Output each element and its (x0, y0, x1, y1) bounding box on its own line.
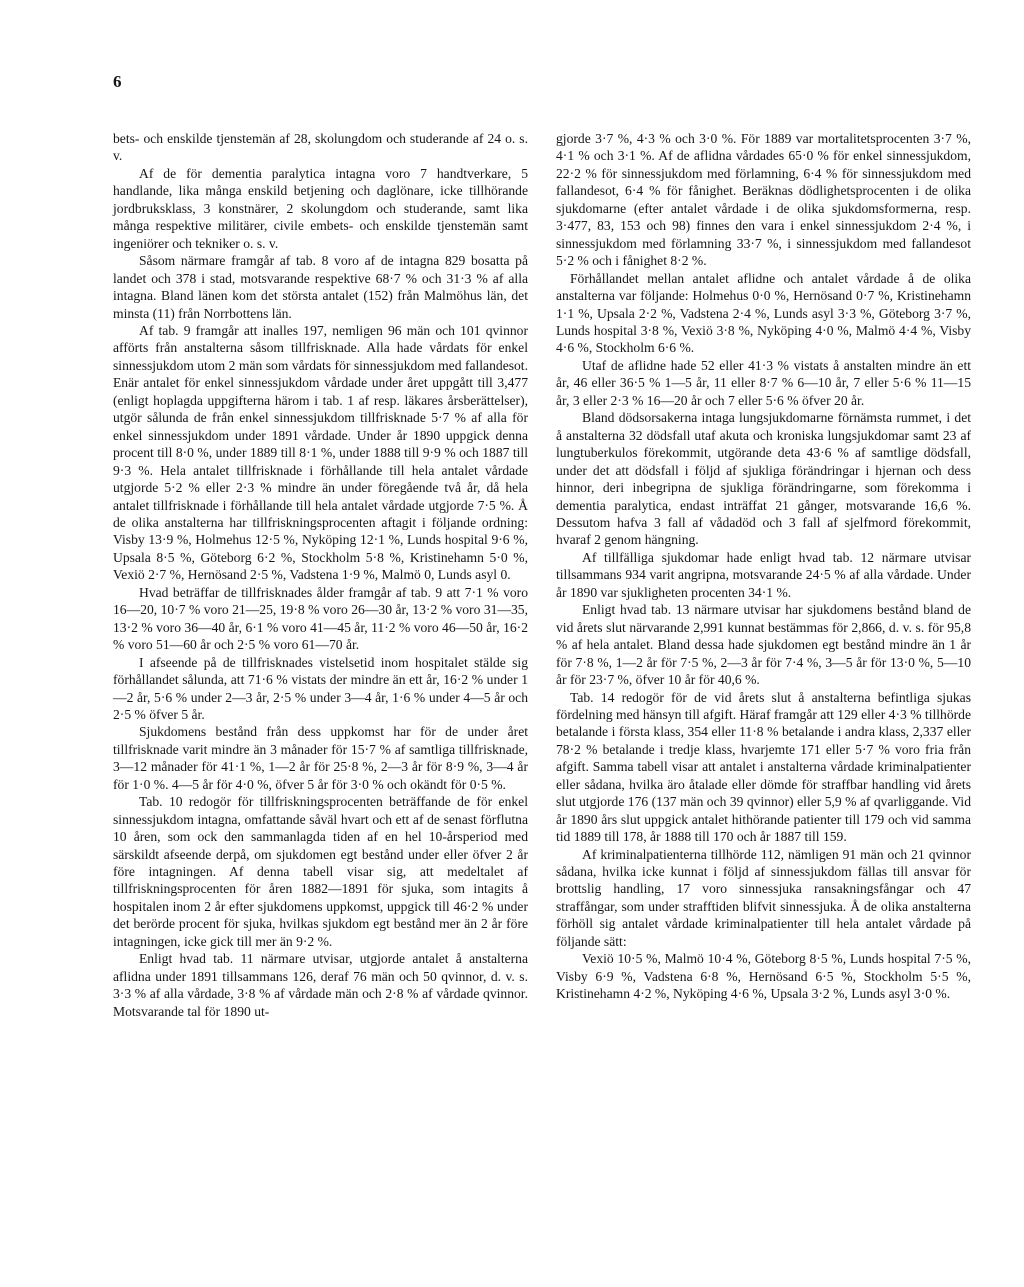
paragraph: Enligt hvad tab. 13 närmare utvisar har sjukdomens bestånd bland de vid årets slut närvarande 2,991 kunnat bestämmas för 2,866, d. v. s. för 95,8 % af hela antalet. Bland dessa hade sjukdomen egt bestånd mindre än 1 år för 7·8 %, 1—2 år för 7·5 %, 2—3 år för 7·4 %, 3—5 år för 13·0 %, 5—10 år för 23·7 %, öfver 10 år för 40,6 %. (556, 602, 971, 688)
left-text-column (113, 130, 528, 1020)
paragraph: Af de för dementia paralytica intagna voro 7 handtverkare, 5 handlande, lika många enskild betjening och daglönare, icke tillhörande jordbruksklass, 3 konstnärer, 2 skolungdom och studerande, samt lika många respektive militärer, civile embets- och enskilde tjenstemän samt ingeniörer och tekniker o. s. v. (113, 165, 528, 251)
paragraph: Hvad beträffar de tillfrisknades ålder framgår af tab. 9 att 7·1 % voro 16—20, 10·7 % voro 21—25, 19·8 % voro 26—30 år, 13·2 % voro 31—35, 13·2 % voro 36—40 år, 6·1 % voro 41—45 år, 11·2 % voro 46—50 år, 16·2 % voro 51—60 år och 2·5 % voro 61—70 år. (113, 584, 528, 653)
paragraph: Förhållandet mellan antalet aflidne och antalet vårdade å de olika anstalterna var följande: Holmehus 0·0 %, Hernösand 0·7 %, Kristinehamn 1·1 %, Upsala 2·2 %, Vadstena 2·4 %, Lunds asyl 3·3 %, Göteborg 3·7 %, Lunds hospital 3·8 %, Vexiö 3·8 %, Nyköping 4·0 %, Malmö 4·4 %, Visby 4·6 %, Stockholm 6·6 %. (556, 270, 971, 356)
paragraph: Af kriminalpatienterna tillhörde 112, nämligen 91 män och 21 qvinnor sådana, hvilka icke kunnat i följd af sinnessjukdom fällas till ansvar för brottslig handling, 17 voro sinnessjuka ransakningsfångar och 47 straffångar, som under strafftiden blifvit sinnessjuka. Å de olika anstalterna förhöll sig antalet vårdade kriminalpatienter till hela antalet vårdade på följande sätt: (556, 846, 971, 949)
paragraph: Enligt hvad tab. 11 närmare utvisar, utgjorde antalet å anstalterna aflidna under 1891 tillsammans 126, deraf 76 män och 50 qvinnor, d. v. s. 3·3 % af alla vårdade, 3·8 % af vårdade män och 2·8 % af vårdade qvinnor. Motsvarande tal för 1890 ut- (113, 951, 528, 1019)
paragraph: Af tab. 9 framgår att inalles 197, nemligen 96 män och 101 qvinnor afförts från anstalterna såsom tillfrisknade. Alla hade vårdats för enkel sinnessjukdom utom 2 män som vårdats för sinnessjukdom med fallandesot. Enär antalet för enkel sinnessjukdom vårdade under året uppgått till 3,477 (enligt hoplagda uppgifterna härom i tab. 1 af resp. läkares årsberättelser), utgör sålunda de från enkel sinnessjukdom tillfrisknade 5·7 % af alla för enkel sinnessjukdom under 1891 vårdade. Under år 1890 uppgick denna procent till 8·0 %, under 1889 till 8·1 %, under 1888 till 9·9 % och 1887 till 9·3 %. Hela antalet tillfrisknade i förhållande till hela antalet vårdade utgjorde 5·2 % eller 2·3 % mindre än under föregående två år, då hela antalet tillfrisknade i förhållande till hela antalet vårdade utgjorde 7·5 %. Å de olika anstalterna har tillfriskningsprocenten aftagit i följande ordning: Visby 13·9 %, Holmehus 12·5 %, Nyköping 12·1 %, Lunds hospital 9·6 %, Upsala 8·5 %, Göteborg 6·2 %, Stockholm 5·8 %, Kristinehamn 5·0 %, Vexiö 2·7 %, Hernösand 2·5 %, Vadstena 1·9 %, Malmö 0, Lunds asyl 0. (113, 322, 528, 583)
paragraph: gjorde 3·7 %, 4·3 % och 3·0 %. För 1889 var mortalitetsprocenten 3·7 %, 4·1 % och 3·1 %. Af de aflidna vårdades 65·0 % för enkel sinnessjukdom, 22·2 % för sinnessjukdom med förlamning, 6·4 % för sinnessjukdom med fallandesot, 6·4 % för fånighet. Beräknas dödlighetsprocenten i de olika sjukdomarne (efter antalet vårdade i de olika sjukdomsformerna, resp. 3·477, 83, 153 och 98) finnes den vara i enkel sinnessjukdom 2·4 %, i sinnessjukdom med förlamning 33·7 %, i sinnessjukdom med fallandesot 5·2 % och i fånighet 8·2 %. (556, 131, 971, 269)
right-text-column (556, 130, 971, 1003)
paragraph: Såsom närmare framgår af tab. 8 voro af de intagna 829 bosatta på landet och 378 i stad, motsvarande respektive 68·7 % och 31·3 % af alla intagna. Bland länen kom det största antalet (152) från Malmöhus län, det minsta (11) från Norrbottens län. (113, 253, 528, 321)
paragraph: Tab. 10 redogör för tillfriskningsprocenten beträffande de för enkel sinnessjukdom intagna, omfattande såväl hvart och ett af de senast förflutna 10 åren, som ock den sammanlagda tiden af en hel 10-årsperiod med särskildt afseende derpå, om sjukdomen egt bestånd under eller öfver 2 år före intagningen. Af denna tabell visar sig, att medeltalet af tillfriskningsprocenten för åren 1882—1891 för sjuka, som intagits å hospitalen inom 2 år efter sjukdomens uppkomst, uppgick till 46·2 % under det berörde procent för sjuka, hvilkas sjukdom egt bestånd mer än 2 år före intagningen, icke gick till mer än 9·2 %. (113, 794, 528, 949)
paragraph: Bland dödsorsakerna intaga lungsjukdomarne förnämsta rummet, i det å anstalterna 32 dödsfall utaf akuta och kroniska lungsjukdomar samt 23 af lungtuberkulos förekommit, utgörande deta 43·6 % af samtlige dödsfall, under det att dödsfall i följd af sjukliga förändringar i hjernan och dess hinnor, deri inbegripna de sjukliga förändringarne, som förekomma i dementia paralytica, endast inträffat 21 gånger, motsvarande 16,6 %. Dessutom hafva 3 fall af vådadöd och 3 fall af sjelfmord förekommit, hvaraf 2 genom hängning. (556, 410, 971, 548)
paragraph: Tab. 14 redogör för de vid årets slut å anstalterna befintliga sjukas fördelning med hänsyn till afgift. Häraf framgår att 129 eller 4·3 % tillhörde betalande i första klass, 354 eller 11·8 % betalande i andra klass, 2,337 eller 78·2 % betalande i tredje klass, hvarjemte 171 eller 5·7 % voro fria från afgift. Samma tabell visar att antalet i anstalterna vårdade kriminalpatienter eller sådana, hvilka äro åtalade eller dömde för straffbar handling vid årets slut utgjorde 176 (137 män och 39 qvinnor) eller 5,9 % af qvarliggande. Vid år 1890 års slut uppgick antalet hithörande patienter till 179 och vid samma tid 1889 till 178, år 1888 till 170 och år 1887 till 159. (556, 689, 971, 845)
page-number: 6 (113, 72, 122, 91)
paragraph: Vexiö 10·5 %, Malmö 10·4 %, Göteborg 8·5 %, Lunds hospital 7·5 %, Visby 6·9 %, Vadstena 6·8 %, Hernösand 6·5 %, Stockholm 5·5 %, Kristinehamn 4·2 %, Nyköping 4·6 %, Upsala 3·2 %, Lunds asyl 3·0 %. (556, 951, 971, 1002)
paragraph: I afseende på de tillfrisknades vistelsetid inom hospitalet stälde sig förhållandet sålunda, att 71·6 % vistats der mindre än ett år, 16·2 % under 1—2 år, 5·6 % under 2—3 år, 2·5 % under 3—4 år, 1·6 % under 4—5 år och 2·5 % öfver 5 år. (113, 654, 528, 722)
paragraph: Af tillfälliga sjukdomar hade enligt hvad tab. 12 närmare utvisar tillsammans 934 varit angripna, motsvarande 24·5 % af alla vårdade. Under år 1890 var sjukligheten procenten 34·1 %. (556, 549, 971, 600)
paragraph: Utaf de aflidne hade 52 eller 41·3 % vistats å anstalten mindre än ett år, 46 eller 36·5 % 1—5 år, 11 eller 8·7 % 6—10 år, 7 eller 5·6 % 11—15 år, 3 eller 2·3 % 16—20 år och 7 eller 5·6 % öfver 20 år. (556, 357, 971, 408)
paragraph: bets- och enskilde tjenstemän af 28, skolungdom och studerande af 24 o. s. v. (113, 131, 528, 164)
paragraph: Sjukdomens bestånd från dess uppkomst har för de under året tillfrisknade varit mindre än 3 månader för 15·7 % af samtliga tillfrisknade, 3—12 månader för 41·1 %, 1—2 år för 25·8 %, 2—3 år för 8·9 %, 3—4 år för 1·0 %. 4—5 år för 4·0 %, öfver 5 år för 3·0 % och okändt för 0·5 %. (113, 724, 528, 792)
